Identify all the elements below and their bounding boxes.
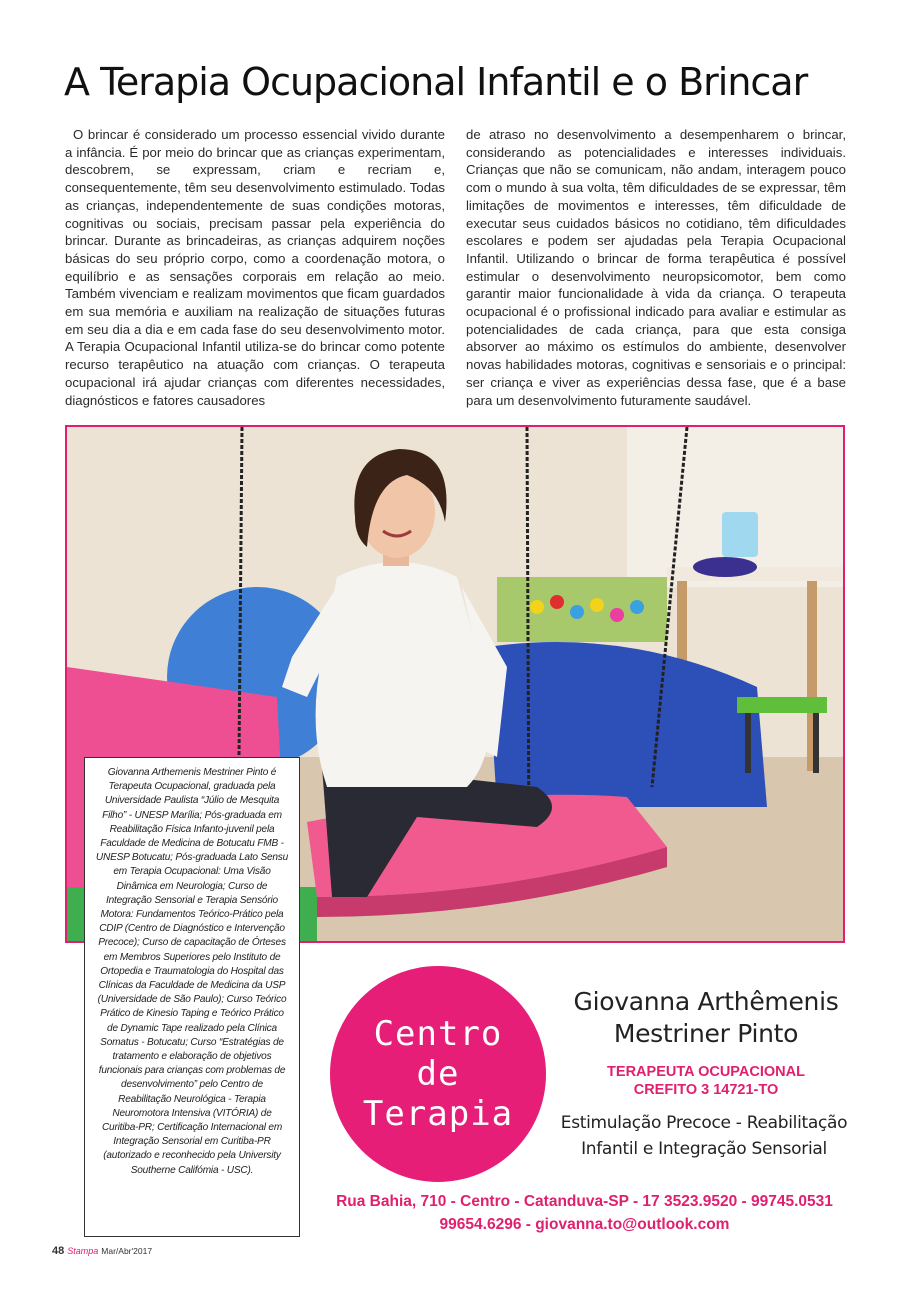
issue-date: Mar/Abr'2017 (101, 1246, 153, 1256)
logo-text-de: de (416, 1054, 460, 1094)
role-crefito: CREFITO 3 14721-TO (633, 1082, 779, 1098)
specialties-line-1: Estimulação Precoce - Reabilitação (560, 1113, 848, 1133)
role-title: TERAPEUTA OCUPACIONAL (607, 1064, 805, 1080)
therapist-role (556, 1063, 856, 1099)
name-line-1: Giovanna Arthêmenis (573, 987, 839, 1016)
therapist-name (556, 986, 856, 1050)
article-title: A Terapia Ocupacional Infantil e o Brincar (64, 60, 808, 104)
article-column-left: O brincar é considerado um processo essencial vivido durante a infância. É por meio do brincar que as crianças experimentam, descobrem, se expressam, criam e recriam e, consequentemente, têm seu desenvolvimento estimulado. Todas as crianças, independentemente de suas condições motoras, cognitivas ou sociais, precisam passar pela experiência do brincar. Durante as brincadeiras, as crianças adquirem noções básicas do seu próprio corpo, como a coordenação motora, o equilíbrio e as sensações corporais em relação ao meio. Também vivenciam e realizam movimentos que ficam guardados em sua memória e auxiliam na realização de situações futuras em seu dia a dia e em cada fase do seu desenvolvimento motor. A Terapia Ocupacional Infantil utiliza-se do brincar como potente recurso terapêutico na atuação com crianças. O terapeuta ocupacional irá ajudar crianças com diferentes necessidades, diagnósticos e fatores causadores (65, 127, 445, 408)
magazine-name: Stampa (67, 1246, 99, 1256)
specialties (549, 1110, 859, 1162)
centro-de-terapia-logo (330, 966, 546, 1182)
name-line-2: Mestriner Pinto (613, 1019, 799, 1048)
contact-address-phones: Rua Bahia, 710 - Centro - Catanduva-SP - 17 3523.9520 - 99745.0531 (336, 1193, 833, 1210)
article-column-right: de atraso no desenvolvimento a desempenharem o brincar, considerando as potencialidades e interesses individuais. Crianças que não se comunicam, não andam, interagem pouco com o mundo à sua volta, têm dificuldades de se expressar, têm limitações de movimentos e interesses, têm dificuldade de executar seus cuidados básicos no cotidiano, têm dificuldades escolares e podem ser ajudadas pela Terapia Ocupacional Infantil. Utilizando o brincar de forma terapêutica é possível estimular o desenvolvimento neuropsicomotor, bem como garantir maior funcionalidade à vida da criança. O terapeuta ocupacional é o profissional indicado para avaliar e estimular as potencialidades de cada criança, para que esta consiga absorver ao máximo os estímulos do ambiente, desenvolver novas habilidades motoras, cognitivas e sensoriais e o principal: ser criança e viver as experiências dessa fase, que é a base para um desenvolvimento futuramente saudável. (466, 127, 846, 408)
contact-phone-email: 99654.6296 - giovanna.to@outlook.com (439, 1216, 730, 1233)
page-footer (52, 1245, 152, 1257)
specialties-line-2: Infantil e Integração Sensorial (581, 1139, 827, 1159)
logo-text-centro: Centro (373, 1014, 503, 1054)
contact-info (312, 1190, 857, 1236)
page-number: 48 (52, 1245, 65, 1257)
therapist-bio-caption: Giovanna Arthemenis Mestriner Pinto é Terapeuta Ocupacional, graduada pela Universidade Paulista “Júlio de Mesquita Filho” - UNESP Marília; Pós-graduada em Reabilitação Física Infanto-juvenil pela Faculdade de Medicina de Botucatu FMB - UNESP Botucatu; Pós-graduada Lato Sensu em Terapia Ocupacional: Uma Visão Dinâmica em Neurologia; Curso de Integração Sensorial e Terapia Sensório Motora: Fundamentos Teórico-Prático pela CDIP (Centro de Diagnóstico e Intervenção Precoce); Curso de capacitação de Órteses em Membros Superiores pelo Instituto de Ortopedia e Traumatologia do Hospital das Clínicas da Faculdade de Medicina da USP (Universidade de São Paulo); Curso Teórico Prático de Kinesio Taping e Teórico Prático de Dynamic Tape realizado pela Clínica Somatus - Botucatu; Curso “Estratégias de tratamento e elaboração de objetivos funcionais para crianças com problemas de desenvolvimento” pelo Centro de Reabilitação Neurológica - Terapia Neuromotora Intensiva (VITÓRIA) de Curitiba-PR; Certificação Internacional em Integração Sensorial em Curitiba-PR (autorizado e reconhecido pela University Southerne Califómia - USC). (84, 757, 300, 1237)
logo-text-terapia: Terapia (362, 1094, 514, 1134)
